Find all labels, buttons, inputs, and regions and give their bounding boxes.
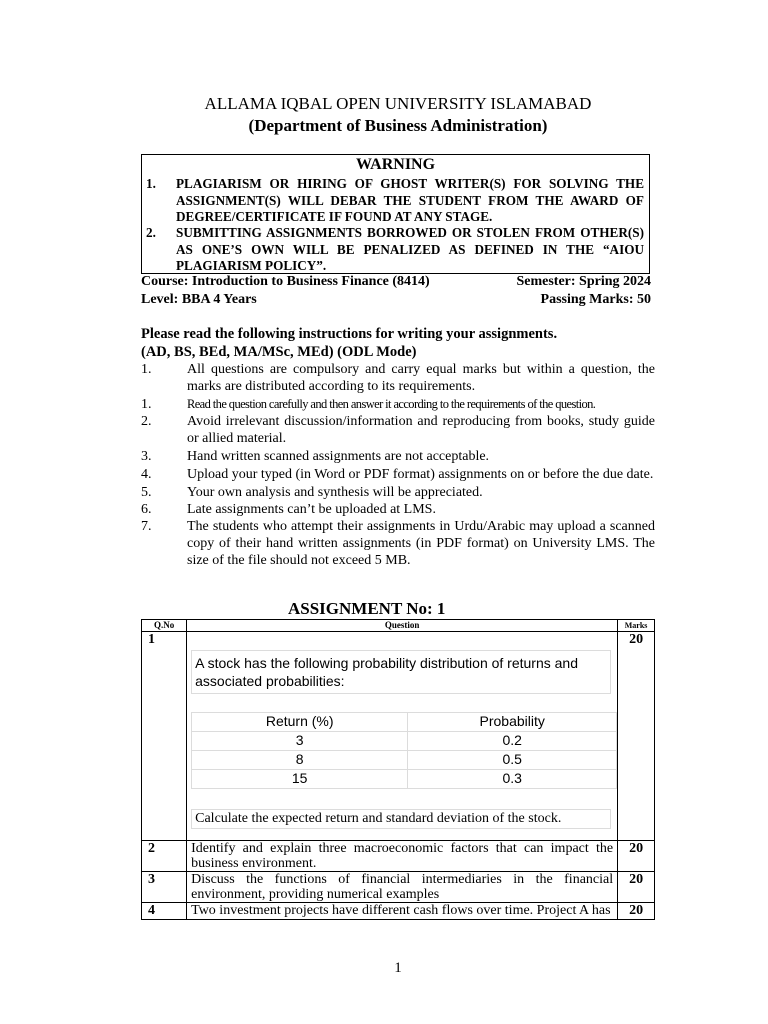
table-row <box>142 632 655 841</box>
return-value: 15 <box>192 770 408 789</box>
warning-box <box>141 154 650 274</box>
probability-value: 0.3 <box>408 770 617 789</box>
instruction-text: Your own analysis and synthesis will be appreciated. <box>187 485 483 500</box>
marks-header: Marks <box>618 620 655 632</box>
department-name: (Department of Business Administration) <box>248 116 548 135</box>
instructions-heading: Please read the following instructions for writing your assignments. <box>141 326 558 342</box>
warning-item-text: PLAGIARISM OR HIRING OF GHOST WRITER(S) FOR SOLVING THE ASSIGNMENT(S) WILL DEBAR THE STUDENT FROM THE AWARD OF DEGREE/CERTIFICATE IF FOUND AT ANY STAGE. <box>176 176 644 224</box>
warning-item-text: SUBMITTING ASSIGNMENTS BORROWED OR STOLEN FROM OTHER(S) AS ONE’S OWN WILL BE PENALIZED AS DEFINED IN THE “AIOU PLAGIARISM POLICY”. <box>176 225 644 273</box>
warning-title: WARNING <box>355 156 436 173</box>
question-number: 3 <box>142 872 187 903</box>
question-text: Discuss the functions of financial intermediaries in the financial environment, providing numerical examples <box>187 872 618 903</box>
course-row <box>141 274 651 290</box>
question-number: 2 <box>142 841 187 872</box>
question-marks: 20 <box>618 903 655 920</box>
table-row <box>142 872 655 903</box>
table-row <box>192 732 617 751</box>
question-number: 1 <box>142 632 187 841</box>
return-header: Return (%) <box>192 713 408 732</box>
table-row <box>192 751 617 770</box>
question-marks: 20 <box>618 841 655 872</box>
instruction-text: All questions are compulsory and carry equal marks but within a question, the marks are distributed according to its requirements. <box>187 362 655 394</box>
table-row <box>142 841 655 872</box>
instruction-number: 3. <box>141 449 152 464</box>
course-title: Course: Introduction to Business Finance (8414) <box>141 274 430 289</box>
instruction-number: 2. <box>141 414 152 429</box>
qno-header: Q.No <box>142 620 187 632</box>
instruction-number: 5. <box>141 485 152 500</box>
warning-item-number: 2. <box>146 225 156 240</box>
questions-table <box>141 619 655 920</box>
warning-item-number: 1. <box>146 176 156 191</box>
probability-value: 0.2 <box>408 732 617 751</box>
question-text: Two investment projects have different cash flows over time. Project A has <box>187 903 618 920</box>
instruction-number: 7. <box>141 519 152 534</box>
passing-marks: Passing Marks: 50 <box>540 292 651 307</box>
page-number: 1 <box>394 960 402 976</box>
probability-header-row <box>192 713 617 732</box>
table-row <box>192 770 617 789</box>
instruction-text: The students who attempt their assignments in Urdu/Arabic may upload a scanned copy of their hand written assignments (in PDF format) on University LMS. The size of the file should not exceed 5 MB. <box>187 519 655 568</box>
instruction-text: Late assignments can’t be uploaded at LMS. <box>187 502 436 517</box>
probability-table <box>191 712 617 789</box>
assignment-title: ASSIGNMENT No: 1 <box>288 599 446 618</box>
instruction-number: 1. <box>141 397 152 412</box>
return-value: 8 <box>192 751 408 770</box>
return-value: 3 <box>192 732 408 751</box>
question-cell <box>187 632 618 841</box>
instruction-text: Hand written scanned assignments are not acceptable. <box>187 449 490 464</box>
probability-value: 0.5 <box>408 751 617 770</box>
instructions-subheading: (AD, BS, BEd, MA/MSc, MEd) (ODL Mode) <box>141 344 417 360</box>
probability-header: Probability <box>408 713 617 732</box>
question-number: 4 <box>142 903 187 920</box>
level-row <box>141 292 651 308</box>
question-marks: 20 <box>618 632 655 841</box>
table-header-row <box>142 620 655 632</box>
question-marks: 20 <box>618 872 655 903</box>
question-task: Calculate the expected return and standard deviation of the stock. <box>191 809 611 829</box>
level: Level: BBA 4 Years <box>141 292 257 307</box>
university-name: ALLAMA IQBAL OPEN UNIVERSITY ISLAMABAD <box>204 94 592 113</box>
instruction-number: 6. <box>141 502 152 517</box>
question-intro: A stock has the following probability distribution of returns and associated probabilities: <box>191 650 611 694</box>
instruction-text: Avoid irrelevant discussion/information and reproducing from books, study guide or allied material. <box>187 414 655 446</box>
question-header: Question <box>187 620 618 632</box>
instruction-number: 1. <box>141 362 152 377</box>
instruction-text: Upload your typed (in Word or PDF format) assignments on or before the due date. <box>187 467 654 482</box>
semester: Semester: Spring 2024 <box>516 274 651 289</box>
instruction-text: Read the question carefully and then answer it according to the requirements of the question. <box>187 397 596 411</box>
question-text: Identify and explain three macroeconomic factors that can impact the business environment. <box>187 841 618 872</box>
instruction-number: 4. <box>141 467 152 482</box>
table-row <box>142 903 655 920</box>
